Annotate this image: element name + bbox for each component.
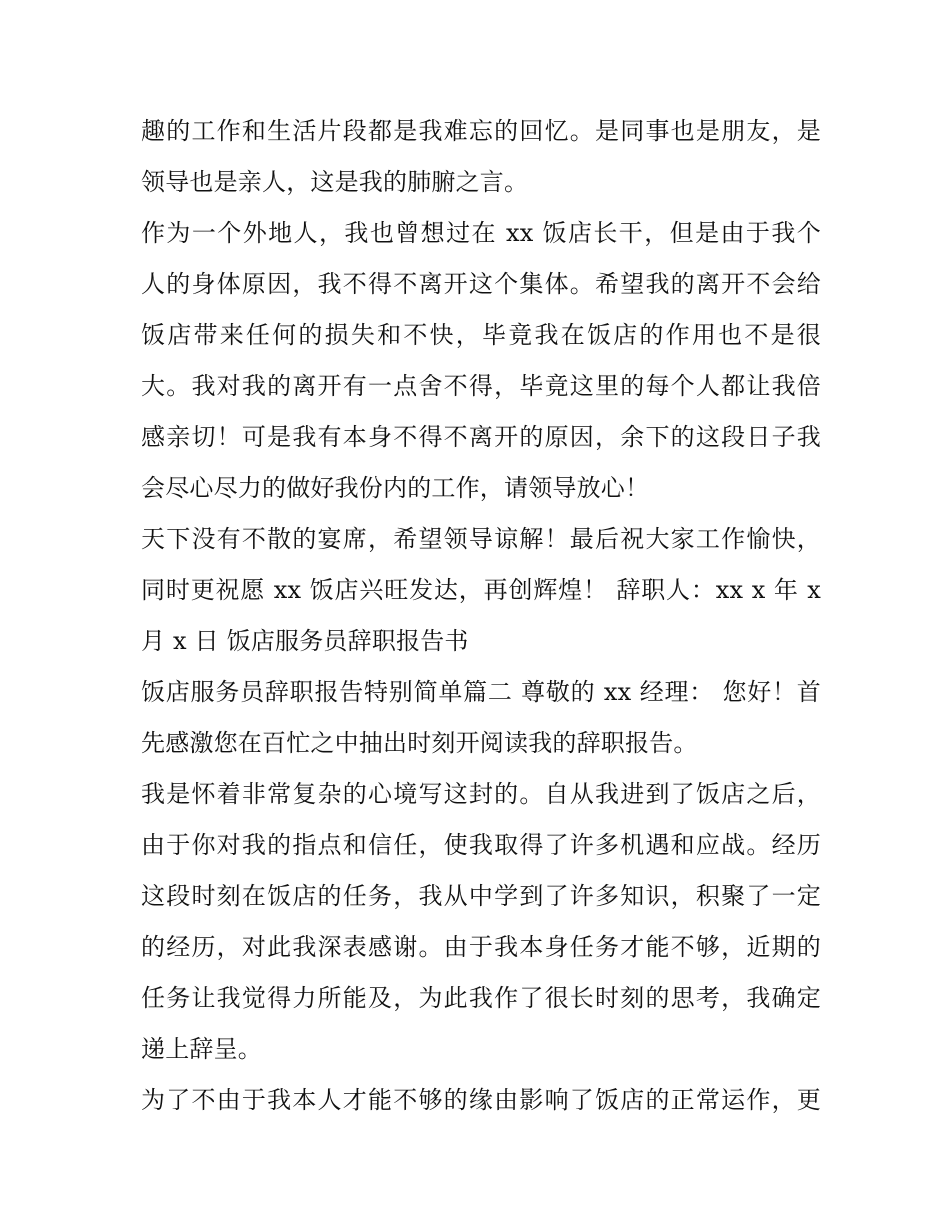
text-line: 先感激您在百忙之中抽出时刻开阅读我的辞职报告。 [141,729,698,757]
text-line: 会尽心尽力的做好我份内的工作，请领导放心！ [141,474,650,502]
text-line: 感亲切！可是我有本身不得不离开的原因，余下的这段日子我 [141,423,821,451]
text-line: 为了不由于我本人才能不够的缘由影响了饭店的正常运作，更 [141,1086,821,1114]
text-line: 的经历，对此我深表感谢。由于我本身任务才能不够，近期的 [141,933,821,961]
text-line: 人的身体原因，我不得不离开这个集体。希望我的离开不会给 [141,270,821,298]
text-line: 任务让我觉得力所能及，为此我作了很长时刻的思考，我确定 [141,984,821,1012]
text-line: 同时更祝愿 xx 饭店兴旺发达，再创辉煌！ 辞职人：xx x 年 x [141,576,821,604]
text-line: 领导也是亲人，这是我的肺腑之言。 [141,168,529,196]
text-line: 作为一个外地人，我也曾想过在 xx 饭店长干，但是由于我个 [141,219,821,247]
text-line: 这段时刻在饭店的任务，我从中学到了许多知识，积聚了一定 [141,882,821,910]
text-line: 月 x 日 饭店服务员辞职报告书 [141,627,469,655]
text-line: 饭店带来任何的损失和不快，毕竟我在饭店的作用也不是很 [141,321,821,349]
text-line: 趣的工作和生活片段都是我难忘的回忆。是同事也是朋友，是 [141,117,821,145]
text-line: 大。我对我的离开有一点舍不得，毕竟这里的每个人都让我倍 [141,372,821,400]
text-line: 我是怀着非常复杂的心境写这封的。自从我进到了饭店之后， [141,780,821,808]
text-line: 天下没有不散的宴席，希望领导谅解！最后祝大家工作愉快， [141,525,821,553]
text-line: 饭店服务员辞职报告特别简单篇二 尊敬的 xx 经理： 您好！首 [141,678,821,706]
text-line: 由于你对我的指点和信任，使我取得了许多机遇和应战。经历 [141,831,821,859]
document-body [141,106,821,1126]
text-line: 递上辞呈。 [141,1035,262,1063]
